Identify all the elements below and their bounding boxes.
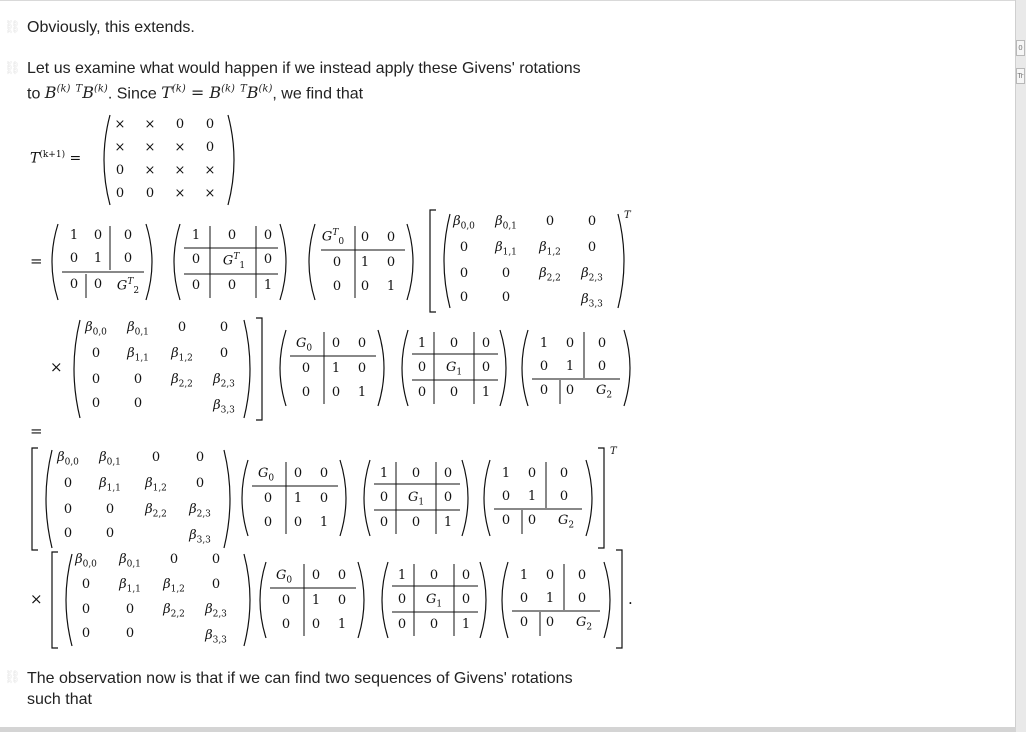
matrix-cell: 0 <box>461 592 471 607</box>
matrix-g2-block <box>498 560 632 640</box>
text-to: to <box>27 85 45 103</box>
matrix-cell: 1 <box>481 385 491 400</box>
matrix-cell: 0 <box>69 277 79 292</box>
matrix-cell: 0 <box>501 489 511 504</box>
matrix-cell: 0 <box>545 568 555 583</box>
matrix-cell: 0 <box>281 593 291 608</box>
matrix-cell: 0 <box>195 476 205 491</box>
matrix-cell: 0 <box>169 552 179 567</box>
matrix-cell: 1 <box>527 489 537 504</box>
matrix-cell: 0 <box>360 230 370 245</box>
matrix-cell: 0 <box>501 290 511 305</box>
matrix-cell: 0 <box>501 266 511 281</box>
matrix-cell: 1 <box>443 515 453 530</box>
matrix-cell: 0 <box>397 617 407 632</box>
matrix-cell: 0 <box>81 626 91 641</box>
matrix-cell: 0 <box>69 251 79 266</box>
matrix-cell: 0 <box>379 490 389 505</box>
matrix-g1-transpose-block <box>170 222 290 302</box>
matrix-cell: × <box>204 186 216 201</box>
matrix-cell: 0 <box>293 515 303 530</box>
matrix-cell: 0 <box>301 361 311 376</box>
matrix-cell: 0 <box>151 450 161 465</box>
matrix-cell-g0: $G_0$ <box>295 336 313 354</box>
paragraph-examine-line1: Let us examine what would happen if we instead apply these Givens' rotations <box>27 60 581 77</box>
matrix-cell: 0 <box>81 577 91 592</box>
matrix-cell-beta11: $\beta_{1,1}$ <box>127 346 149 364</box>
matrix-cell-beta11: $\beta_{1,1}$ <box>495 240 517 258</box>
matrix-cell: 1 <box>293 491 303 506</box>
matrix-cell: 0 <box>397 592 407 607</box>
matrix-cell: 0 <box>443 490 453 505</box>
matrix-cell: 0 <box>293 466 303 481</box>
matrix-cell-beta22: $\beta_{2,2}$ <box>171 372 193 390</box>
matrix-cell-g2: $G_2$ <box>575 615 593 633</box>
matrix-cell: 0 <box>227 278 237 293</box>
matrix-cell: 1 <box>357 385 367 400</box>
matrix-cell-beta23: $\beta_{2,3}$ <box>189 502 211 520</box>
matrix-cell-beta00: $\beta_{0,0}$ <box>453 214 475 232</box>
matrix-cell: 0 <box>459 290 469 305</box>
matrix-cell: 0 <box>63 526 73 541</box>
matrix-cell-beta01: $\beta_{0,1}$ <box>99 450 121 468</box>
matrix-cell: 0 <box>559 466 569 481</box>
matrix-cell: 1 <box>501 466 511 481</box>
matrix-cell: 0 <box>527 466 537 481</box>
transpose-superscript: T <box>610 446 617 457</box>
matrix-beta-bidiagonal-transposed <box>428 208 638 314</box>
matrix-cell-beta33: $\beta_{3,3}$ <box>205 628 227 646</box>
matrix-g1-block <box>378 560 490 640</box>
matrix-cell: 1 <box>69 228 79 243</box>
matrix-cell-g1: $G_1$ <box>445 360 463 378</box>
matrix-cell-beta00: $\beta_{0,0}$ <box>57 450 79 468</box>
matrix-cell: 0 <box>519 615 529 630</box>
matrix-cell-beta22: $\beta_{2,2}$ <box>163 602 185 620</box>
matrix-cell: 0 <box>587 214 597 229</box>
matrix-cell: 0 <box>379 515 389 530</box>
matrix-tridiagonal-pattern <box>100 113 240 208</box>
matrix-cell: 1 <box>565 359 575 374</box>
matrix-cell: 0 <box>263 491 273 506</box>
matrix-cell: 1 <box>191 228 201 243</box>
matrix-g2-block <box>518 328 634 408</box>
matrix-cell: 0 <box>115 186 125 201</box>
matrix-cell: 0 <box>386 255 396 270</box>
matrix-cell: 0 <box>459 240 469 255</box>
matrix-beta-bidiagonal <box>50 550 256 650</box>
matrix-cell: × <box>174 186 186 201</box>
matrix-cell: 0 <box>115 163 125 178</box>
matrix-cell: 1 <box>461 617 471 632</box>
matrix-cell: 0 <box>386 230 396 245</box>
matrix-cell: 0 <box>587 240 597 255</box>
matrix-g0-block <box>256 560 368 640</box>
matrix-cell: 1 <box>397 568 407 583</box>
matrix-cell-beta33: $\beta_{3,3}$ <box>189 528 211 546</box>
matrix-g1-block <box>398 328 510 408</box>
matrix-cell-g2t: $G^T_2$ <box>116 277 140 296</box>
matrix-cell: 0 <box>263 515 273 530</box>
matrix-cell: 0 <box>501 513 511 528</box>
matrix-cell: 0 <box>429 617 439 632</box>
matrix-cell: 0 <box>195 450 205 465</box>
matrix-cell: 0 <box>539 359 549 374</box>
matrix-cell-beta23: $\beta_{2,3}$ <box>213 372 235 390</box>
matrix-cell: 1 <box>319 515 329 530</box>
matrix-cell-g0: $G_0$ <box>257 466 275 484</box>
matrix-g0-block <box>276 328 388 408</box>
matrix-cell: 0 <box>461 568 471 583</box>
matrix-cell: 0 <box>331 385 341 400</box>
paragraph-examine-line2 <box>27 79 363 104</box>
equals-sign: = <box>30 422 43 440</box>
matrix-cell-beta01: $\beta_{0,1}$ <box>127 320 149 338</box>
matrix-cell-beta01: $\beta_{0,1}$ <box>495 214 517 232</box>
matrix-cell: 0 <box>93 228 103 243</box>
matrix-cell: 1 <box>93 251 103 266</box>
matrix-cell-beta01: $\beta_{0,1}$ <box>119 552 141 570</box>
matrix-cell: 0 <box>227 228 237 243</box>
matrix-cell: 0 <box>519 591 529 606</box>
matrix-cell: 0 <box>123 228 133 243</box>
matrix-cell-beta12: $\beta_{1,2}$ <box>539 240 561 258</box>
matrix-cell: 0 <box>91 396 101 411</box>
matrix-cell: 0 <box>175 117 185 132</box>
matrix-cell: 0 <box>559 489 569 504</box>
matrix-cell-beta33: $\beta_{3,3}$ <box>581 292 603 310</box>
matrix-cell: 0 <box>81 602 91 617</box>
matrix-cell: 0 <box>177 320 187 335</box>
matrix-cell: 0 <box>105 526 115 541</box>
matrix-cell-beta00: $\beta_{0,0}$ <box>85 320 107 338</box>
matrix-cell: 0 <box>205 140 215 155</box>
matrix-cell: 0 <box>360 279 370 294</box>
matrix-g1-block <box>360 458 472 538</box>
matrix-cell: 1 <box>417 336 427 351</box>
matrix-cell: 1 <box>386 279 396 294</box>
text-since: . Since <box>107 85 162 103</box>
matrix-cell: 1 <box>379 466 389 481</box>
times-sign: × <box>30 590 43 608</box>
window-scroll-edge[interactable] <box>1015 0 1026 732</box>
paragraph-observation-line1: The observation now is that if we can find two sequences of Givens' rotations <box>27 670 573 687</box>
equals-sign: = <box>30 252 43 270</box>
matrix-beta-bidiagonal <box>66 316 266 422</box>
matrix-cell: 0 <box>577 568 587 583</box>
matrix-cell: 0 <box>597 336 607 351</box>
matrix-cell-g1: $G_1$ <box>425 592 443 610</box>
matrix-beta-bidiagonal <box>30 446 240 552</box>
paragraph-observation-line2: such that <box>27 691 92 708</box>
matrix-cell: 0 <box>411 466 421 481</box>
matrix-cell: 0 <box>263 228 273 243</box>
matrix-cell: 0 <box>417 385 427 400</box>
matrix-cell: 0 <box>357 361 367 376</box>
matrix-cell: 0 <box>337 593 347 608</box>
matrix-cell: 0 <box>311 617 321 632</box>
matrix-cell: 0 <box>319 466 329 481</box>
matrix-cell: 0 <box>105 502 115 517</box>
matrix-cell: 0 <box>145 186 155 201</box>
matrix-cell-beta22: $\beta_{2,2}$ <box>539 266 561 284</box>
matrix-cell: 0 <box>357 336 367 351</box>
matrix-cell: 0 <box>565 383 575 398</box>
matrix-cell: 0 <box>133 372 143 387</box>
link-icon[interactable]: ⛓ <box>4 670 21 685</box>
matrix-g0-block <box>238 458 350 538</box>
matrix-cell: 0 <box>417 360 427 375</box>
matrix-cell: 0 <box>449 385 459 400</box>
matrix-cell: 0 <box>443 466 453 481</box>
matrix-cell-beta33: $\beta_{3,3}$ <box>213 398 235 416</box>
matrix-cell: 1 <box>519 568 529 583</box>
matrix-cell-g1: $G_1$ <box>407 490 425 508</box>
matrix-cell: 0 <box>63 502 73 517</box>
text-we-find: , we find that <box>272 85 364 103</box>
matrix-cell: 0 <box>539 383 549 398</box>
matrix-cell: × <box>174 163 186 178</box>
matrix-cell: 1 <box>311 593 321 608</box>
matrix-cell: 1 <box>331 361 341 376</box>
matrix-cell: 0 <box>597 359 607 374</box>
matrix-g2-transpose-block <box>48 222 156 302</box>
matrix-cell: × <box>204 163 216 178</box>
matrix-cell: 0 <box>577 591 587 606</box>
matrix-cell-g2: $G_2$ <box>557 513 575 531</box>
matrix-cell: 0 <box>211 552 221 567</box>
matrix-cell-g0: $G_0$ <box>275 568 293 586</box>
link-icon[interactable]: ⛓ <box>4 20 21 35</box>
matrix-cell: 0 <box>449 336 459 351</box>
matrix-cell: 0 <box>565 336 575 351</box>
horizontal-scrollbar[interactable] <box>0 727 1016 732</box>
matrix-cell-beta11: $\beta_{1,1}$ <box>119 577 141 595</box>
matrix-cell-g0t: $G^T_0$ <box>321 228 345 247</box>
matrix-cell: × <box>114 140 126 155</box>
edge-tab-icon[interactable]: 0 <box>1016 40 1025 56</box>
matrix-cell: 0 <box>481 360 491 375</box>
period: . <box>628 590 633 608</box>
math-t-equals: $T^{(k)} = B^{(k)}$ $^TB^{(k)}$ <box>161 83 273 103</box>
matrix-cell: 0 <box>311 568 321 583</box>
link-icon[interactable]: ⛓ <box>4 61 21 76</box>
matrix-g2-block <box>480 458 614 538</box>
matrix-cell: 1 <box>360 255 370 270</box>
matrix-cell: 0 <box>411 515 421 530</box>
window-top-border <box>0 0 1016 1</box>
matrix-cell: × <box>114 117 126 132</box>
matrix-cell: 0 <box>527 513 537 528</box>
matrix-cell: 1 <box>263 278 273 293</box>
lhs-label: $T^{(k+1)}$ = <box>30 150 82 167</box>
matrix-cell: 0 <box>91 346 101 361</box>
times-sign: × <box>50 358 63 376</box>
matrix-cell: 0 <box>91 372 101 387</box>
matrix-cell: 0 <box>332 279 342 294</box>
matrix-cell: 0 <box>301 385 311 400</box>
matrix-cell-beta11: $\beta_{1,1}$ <box>99 476 121 494</box>
matrix-cell: 0 <box>219 346 229 361</box>
matrix-cell: 0 <box>123 251 133 266</box>
matrix-cell-g2: $G_2$ <box>595 383 613 401</box>
matrix-cell: 0 <box>429 568 439 583</box>
matrix-cell: × <box>144 163 156 178</box>
math-btb: $B^{(k)}$ $^TB^{(k)}$ <box>44 83 108 103</box>
matrix-cell: 0 <box>319 491 329 506</box>
matrix-cell: 0 <box>205 117 215 132</box>
matrix-cell: 0 <box>481 336 491 351</box>
matrix-cell: × <box>174 140 186 155</box>
matrix-cell-beta12: $\beta_{1,2}$ <box>145 476 167 494</box>
matrix-cell: 0 <box>337 568 347 583</box>
matrix-cell: 0 <box>219 320 229 335</box>
matrix-cell-beta22: $\beta_{2,2}$ <box>145 502 167 520</box>
matrix-cell-beta00: $\beta_{0,0}$ <box>75 552 97 570</box>
matrix-cell: 0 <box>332 255 342 270</box>
matrix-cell: 0 <box>331 336 341 351</box>
matrix-cell: 0 <box>125 602 135 617</box>
matrix-cell: 0 <box>125 626 135 641</box>
matrix-cell: 1 <box>545 591 555 606</box>
matrix-cell: 0 <box>93 277 103 292</box>
matrix-cell: 0 <box>133 396 143 411</box>
matrix-cell: 0 <box>263 252 273 267</box>
matrix-cell: 0 <box>545 615 555 630</box>
matrix-cell: × <box>144 117 156 132</box>
matrix-g0-transpose-block <box>305 222 417 302</box>
transpose-superscript: T <box>624 210 631 221</box>
matrix-cell: 0 <box>191 278 201 293</box>
matrix-cell: 1 <box>539 336 549 351</box>
matrix-cell: 0 <box>211 577 221 592</box>
matrix-cell-g1t: $G^T_1$ <box>222 252 246 271</box>
paragraph-obviously: Obviously, this extends. <box>27 19 195 36</box>
matrix-cell: 0 <box>281 617 291 632</box>
matrix-cell-beta23: $\beta_{2,3}$ <box>205 602 227 620</box>
matrix-cell-beta12: $\beta_{1,2}$ <box>163 577 185 595</box>
matrix-cell: 0 <box>191 252 201 267</box>
matrix-cell: 0 <box>545 214 555 229</box>
matrix-cell-beta12: $\beta_{1,2}$ <box>171 346 193 364</box>
matrix-cell: 0 <box>63 476 73 491</box>
matrix-cell: × <box>144 140 156 155</box>
matrix-cell: 1 <box>337 617 347 632</box>
matrix-cell-beta23: $\beta_{2,3}$ <box>581 266 603 284</box>
matrix-cell: 0 <box>459 266 469 281</box>
edge-tab-icon[interactable]: Tr <box>1016 68 1025 84</box>
